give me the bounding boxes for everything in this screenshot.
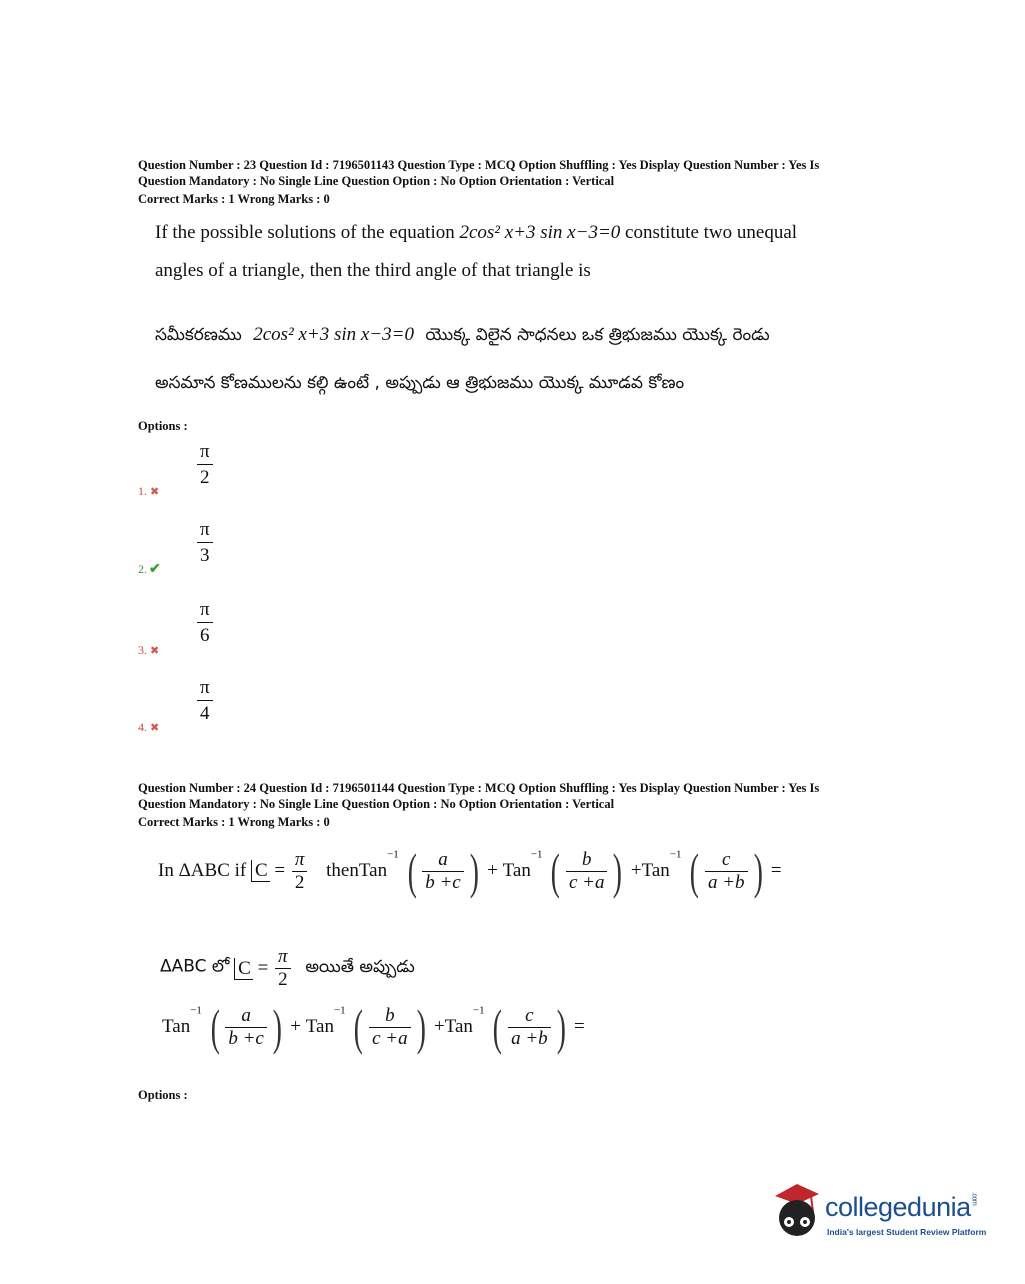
- q23-telugu-after-eq: యొక్క విలైన సాధనలు ఒక త్రిభుజము యొక్క రెండు: [425, 325, 770, 345]
- q24-options-label: Options :: [138, 1088, 188, 1102]
- option-numerator: π: [197, 518, 213, 543]
- a-plus-b: a +b: [707, 871, 745, 893]
- q23-marks: Correct Marks : 1 Wrong Marks : 0: [138, 192, 330, 206]
- q23-options-label: Options :: [138, 419, 188, 433]
- var-a: a: [422, 849, 464, 872]
- tan-label: Tan: [358, 860, 388, 881]
- plus-sign: +: [434, 1016, 445, 1037]
- collegedunia-logo[interactable]: [767, 1178, 997, 1250]
- denominator-two: 2: [278, 969, 288, 990]
- q24-meta-line2: Question Mandatory : No Single Line Question Option : No Option Orientation : Vertical: [138, 797, 615, 811]
- q23-telugu-before-eq: సమీకరణము: [155, 325, 242, 345]
- wrong-mark-icon: ✖: [150, 486, 160, 498]
- tan-label: Tan: [444, 1016, 473, 1037]
- then-word: then: [326, 860, 359, 881]
- q23-option-2[interactable]: [138, 561, 161, 578]
- var-b: b: [566, 849, 608, 872]
- tan-label: Tan: [162, 1016, 191, 1037]
- brand-text: collegedunia: [825, 1192, 971, 1222]
- b-plus-c: b +c: [228, 1027, 264, 1049]
- pi-symbol: π: [275, 946, 291, 969]
- inverse-superscript: −1: [333, 1004, 346, 1017]
- brand-tagline: India's largest Student Review Platform: [827, 1227, 987, 1237]
- option-denominator: 2: [200, 467, 210, 488]
- q23-meta-line2: Question Mandatory : No Single Line Question Option : No Option Orientation : Vertical: [138, 174, 615, 188]
- inverse-superscript: −1: [190, 1004, 202, 1017]
- q24-telugu-condition: [160, 946, 415, 991]
- q23-telugu-equation: 2cos² x+3 sin x−3=0: [253, 324, 414, 345]
- inverse-superscript: −1: [669, 848, 682, 861]
- var-c: c: [705, 849, 748, 872]
- mascot-icon: [767, 1178, 827, 1250]
- q24-telugu-prefix: ΔABC లో: [160, 956, 230, 977]
- q23-english-line2: angles of a triangle, then the third angle of that triangle is: [155, 260, 591, 281]
- q24-telugu-suffix: అయితే అప్పుడు: [305, 956, 415, 977]
- option-numerator: π: [197, 598, 213, 623]
- q23-option-4-fraction[interactable]: [197, 676, 213, 727]
- q23-option-4[interactable]: [138, 720, 159, 735]
- option-number: 2.: [138, 562, 147, 576]
- q23-meta-line1: Question Number : 23 Question Id : 7196501143 Question Type : MCQ Option Shuffling : Yes Display Question Number : Yes Is: [138, 158, 820, 172]
- equals-sign: =: [574, 1016, 585, 1037]
- c-plus-a: c +a: [372, 1027, 408, 1049]
- tan-label: Tan: [641, 860, 670, 881]
- q23-equation: 2cos² x+3 sin x−3=0: [459, 222, 621, 243]
- denominator-two: 2: [294, 871, 305, 893]
- var-a: a: [225, 1005, 267, 1028]
- angle-c: C: [234, 958, 253, 980]
- q23-telugu-line1: [155, 324, 770, 349]
- q24-meta-line1: Question Number : 24 Question Id : 7196501144 Question Type : MCQ Option Shuffling : Yes Display Question Number : Yes Is: [138, 781, 820, 795]
- var-c: c: [508, 1005, 551, 1028]
- q24-telugu-equation: Tan$^{-1}$ ( $\frac{a}{b +c}$ ) + Tan$^{-1}$ ( $\frac{b}{c +a}$ ) +Tan$^{-1}$ ( $\frac{c}{a +b}$ ) =: [162, 999, 585, 1055]
- q24-marks: Correct Marks : 1 Wrong Marks : 0: [138, 815, 330, 829]
- option-denominator: 6: [200, 625, 210, 646]
- plus-sign: +: [630, 860, 642, 881]
- var-b: b: [369, 1005, 411, 1028]
- q23-text-before-eq: If the possible solutions of the equation: [155, 222, 455, 243]
- angle-c: C: [251, 860, 270, 882]
- q23-option-3-fraction[interactable]: [197, 598, 213, 649]
- q23-option-2-fraction[interactable]: [197, 518, 213, 569]
- q23-option-1[interactable]: [138, 484, 159, 499]
- q23-english-line1: [155, 222, 797, 244]
- pi-symbol: π: [292, 849, 308, 872]
- q23-option-1-fraction[interactable]: [197, 440, 213, 491]
- option-denominator: 3: [200, 545, 210, 566]
- option-numerator: π: [197, 676, 213, 701]
- q23-option-3[interactable]: [138, 643, 159, 658]
- q23-telugu-line2: అసమాన కోణములను కల్గి ఉంటే , అప్పుడు ఆ త్రిభుజము యొక్క మూడవ కోణం: [155, 373, 685, 393]
- brand-tld: .com: [970, 1192, 978, 1206]
- option-denominator: 4: [200, 703, 210, 724]
- option-number: 3.: [138, 643, 147, 657]
- brand-name: [825, 1192, 978, 1223]
- option-number: 1.: [138, 484, 147, 498]
- wrong-mark-icon: ✖: [150, 645, 160, 657]
- plus-sign: +: [290, 1016, 301, 1037]
- c-plus-a: c +a: [568, 871, 605, 893]
- tan-label: Tan: [502, 860, 531, 881]
- equals-sign: =: [274, 860, 286, 881]
- inverse-superscript: −1: [530, 848, 543, 861]
- inverse-superscript: −1: [387, 848, 399, 861]
- tan-label: Tan: [305, 1016, 334, 1037]
- check-mark-icon: ✔: [149, 562, 161, 577]
- q23-text-after-eq: constitute two unequal: [625, 222, 798, 243]
- plus-sign: +: [487, 860, 498, 881]
- equals-sign: =: [770, 860, 782, 881]
- equals-sign: =: [257, 957, 269, 979]
- q24-prefix: In ΔABC if: [158, 860, 247, 881]
- a-plus-b: a +b: [511, 1027, 548, 1049]
- inverse-superscript: −1: [472, 1004, 485, 1017]
- q24-english-equation: In ΔABC if C = $\frac{\pi}{2}$ thenTan$^{-1}$ ( $\frac{a}{b +c}$ ) + Tan$^{-1}$ ( $\frac{b}{c +a}$ ) +Tan$^{-1}$ ( $\frac{c}{a +b}$ ) =: [158, 843, 782, 899]
- option-number: 4.: [138, 720, 147, 734]
- wrong-mark-icon: ✖: [150, 722, 160, 734]
- option-numerator: π: [197, 440, 213, 465]
- b-plus-c: b +c: [425, 871, 461, 893]
